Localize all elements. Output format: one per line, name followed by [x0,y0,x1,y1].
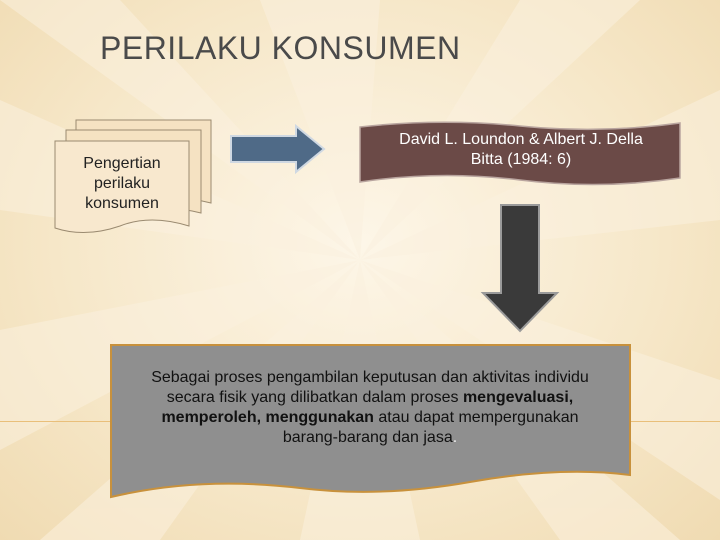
source-line-1: David L. Loundon & Albert J. Della [399,131,643,148]
description-line-4-text: barang-barang dan jasa [282,429,453,446]
definition-line-1: Pengertian [83,155,161,172]
description-line-3 [120,408,620,428]
source-banner-text [366,130,676,170]
description-line-1: Sebagai proses pengambilan keputusan dan aktivitas individu [151,369,589,386]
right-arrow-icon [231,126,324,172]
definition-line-3: konsumen [85,195,159,212]
description-line-3-bold: memperoleh, menggunakan [161,409,374,426]
source-line-2: Bitta (1984: 6) [470,151,572,168]
description-line-2-plain: secara fisik yang dilibatkan dalam proses [166,389,463,406]
down-arrow-icon [483,205,557,331]
description-line-4 [120,428,620,448]
slide-title: PERILAKU KONSUMEN [100,30,461,66]
description-text [120,368,620,448]
description-line-4-period: . [452,429,458,446]
definition-line-2: perilaku [93,175,151,192]
description-line-2-bold: mengevaluasi, [462,389,574,406]
definition-card-text [55,154,189,214]
description-line-3-plain: atau dapat mempergunakan [373,409,579,426]
description-line-2 [120,388,620,408]
